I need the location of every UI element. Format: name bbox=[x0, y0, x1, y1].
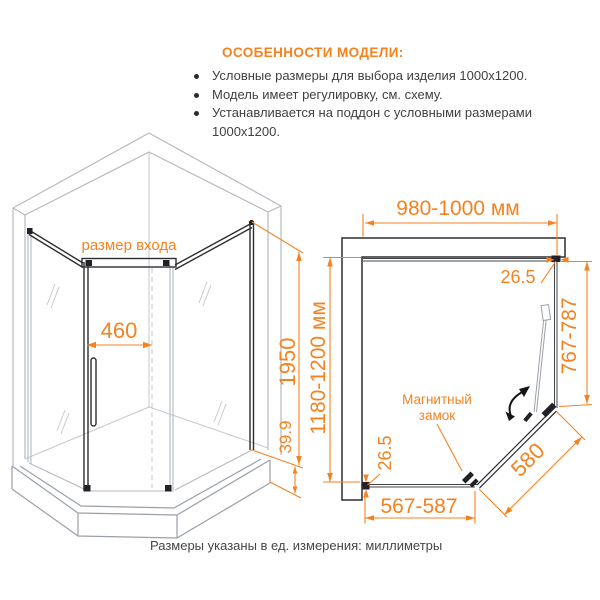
feature-text: Условные размеры для выбора изделия 1000x1200. bbox=[212, 68, 528, 83]
dimension-bottom-width bbox=[365, 491, 475, 524]
bullet-dot-icon bbox=[194, 111, 199, 116]
bullet-dot-icon bbox=[194, 93, 199, 98]
door-open-position bbox=[534, 307, 548, 412]
room-walls bbox=[13, 133, 281, 466]
magnetic-lock-label-line1: Магнитный bbox=[402, 392, 472, 407]
bullet-dot-icon bbox=[194, 74, 199, 79]
top-width-value: 980-1000 мм bbox=[396, 197, 520, 220]
dimension-door-width bbox=[87, 318, 152, 348]
list-item bbox=[190, 67, 534, 86]
dimension-entrance-label bbox=[82, 237, 178, 254]
list-item bbox=[190, 86, 534, 105]
tray-height-value: 39.9 bbox=[276, 420, 295, 454]
height-value: 1950 bbox=[275, 337, 300, 387]
plan-view-drawing bbox=[300, 195, 600, 535]
entrance-size-label: размер входа bbox=[81, 237, 177, 254]
dimension-right-side bbox=[558, 262, 592, 407]
magnetic-lock-callout bbox=[402, 392, 472, 471]
door-width-value: 460 bbox=[100, 318, 138, 343]
bottom-left-gap-value: 26.5 bbox=[375, 435, 395, 471]
feature-text: Устанавливается на поддон с условными размерами 1000x1200. bbox=[212, 105, 533, 139]
features-title: ОСОБЕННОСТИ МОДЕЛИ: bbox=[222, 45, 404, 60]
door-handle bbox=[91, 358, 96, 426]
left-depth-value: 1180-1200 мм bbox=[307, 301, 330, 435]
feature-text: Модель имеет регулировку, см. схему. bbox=[212, 86, 443, 102]
dimension-tray-height bbox=[270, 420, 301, 498]
shower-tray bbox=[12, 459, 270, 538]
door-top-track bbox=[82, 259, 176, 268]
front-view-drawing bbox=[0, 125, 312, 560]
right-side-value: 767-787 bbox=[558, 297, 581, 375]
units-note: Размеры указаны в ед. измерения: миллиметры bbox=[150, 538, 443, 553]
magnetic-lock-part bbox=[462, 471, 474, 483]
door-diagonal-value: 580 bbox=[505, 437, 550, 482]
top-right-gap-value: 26.5 bbox=[500, 267, 536, 287]
glass-panels bbox=[28, 229, 252, 491]
dimension-door-diagonal bbox=[479, 412, 585, 518]
bottom-width-value: 567-587 bbox=[380, 495, 458, 518]
magnetic-lock-label-line2: замок bbox=[418, 408, 456, 423]
door-frame bbox=[27, 220, 254, 492]
door-swing-arrow-icon bbox=[506, 386, 531, 421]
